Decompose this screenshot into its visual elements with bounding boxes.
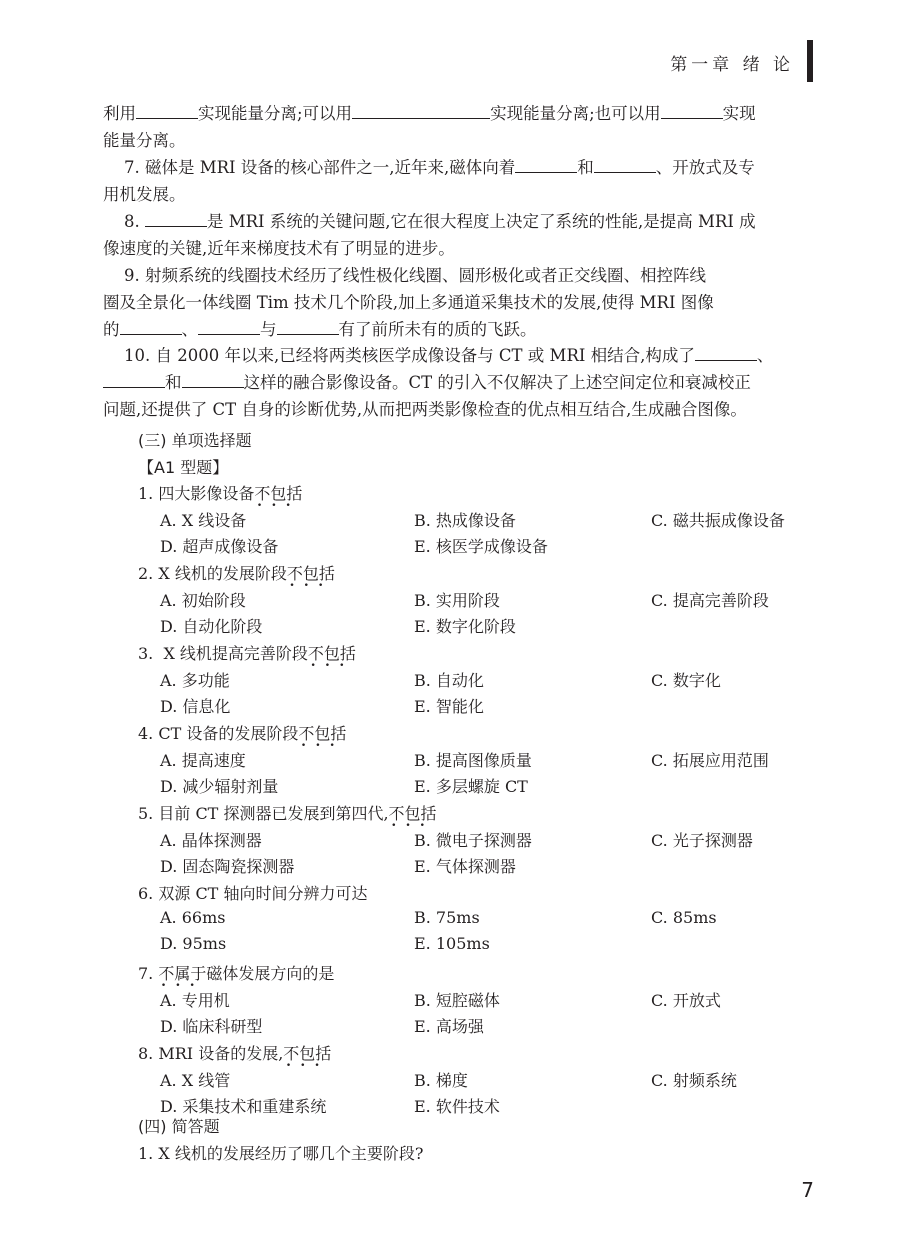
stem-text: 5. 目前 CT 探测器已发展到第四代, — [138, 804, 389, 823]
stem-text: 6. 双源 CT 轴向时间分辨力可达 — [138, 884, 368, 903]
text-line — [103, 316, 813, 343]
answer-blank — [103, 370, 165, 388]
text-run: 圈及全景化一体线圈 Tim 技术几个阶段,加上多通道采集技术的发展,使得 MRI 图像 — [103, 293, 714, 312]
answer-option: B. 实用阶段 — [414, 591, 500, 610]
emphasis-text: 不包括 ••• — [298, 724, 347, 751]
answer-option: C. 拓展应用范围 — [651, 751, 769, 770]
answer-option: D. 超声成像设备 — [160, 537, 279, 556]
emphasis-dots: ••• — [310, 661, 354, 671]
answer-blank — [120, 317, 182, 335]
text-line — [103, 208, 813, 235]
answer-option: B. 提高图像质量 — [414, 751, 532, 770]
text-run: 9. 射频系统的线圈技术经历了线性极化线圈、圆形极化或者正交线圈、相控阵线 — [103, 266, 706, 285]
text-run: 、 — [181, 320, 198, 339]
answer-option: E. 核医学成像设备 — [414, 537, 548, 556]
answer-option: E. 气体探测器 — [414, 857, 516, 876]
question-stem — [138, 721, 347, 751]
text-run: 能量分离。 — [103, 131, 186, 150]
question-stem — [138, 481, 303, 511]
text-line — [103, 342, 813, 369]
answer-option: D. 信息化 — [160, 697, 231, 716]
emphasis-text: 不包括 ••• — [388, 804, 437, 831]
text-run: 实现 — [722, 104, 756, 123]
text-line — [103, 235, 813, 262]
answer-option: B. 梯度 — [414, 1071, 468, 1090]
answer-blank — [695, 343, 757, 361]
fill-blank-item — [103, 342, 813, 423]
answer-option: D. 临床科研型 — [160, 1017, 263, 1036]
stem-text: 8. MRI 设备的发展, — [138, 1044, 284, 1063]
answer-blank — [182, 370, 244, 388]
answer-option: B. 微电子探测器 — [414, 831, 532, 850]
answer-option: D. 减少辐射剂量 — [160, 777, 279, 796]
question-stem — [138, 561, 335, 591]
text-run: 问题,还提供了 CT 自身的诊断优势,从而把两类影像检查的优点相互结合,生成融合图像。 — [103, 400, 747, 419]
text-run: 实现能量分离;可以用 — [198, 104, 353, 123]
header-bar — [807, 40, 813, 82]
answer-blank — [136, 101, 198, 119]
answer-option: C. 数字化 — [651, 671, 721, 690]
emphasis-text: 不包括 ••• — [286, 564, 335, 591]
answer-option: A. 专用机 — [160, 991, 230, 1010]
section-4-title: (四) 简答题 — [138, 1117, 220, 1136]
answer-option: D. 固态陶瓷探测器 — [160, 857, 295, 876]
answer-option: E. 数字化阶段 — [414, 617, 516, 636]
emphasis-text: 不包括 ••• — [283, 1044, 332, 1071]
question-stem — [138, 641, 356, 671]
answer-blank — [661, 101, 723, 119]
page-number: 7 — [801, 1178, 814, 1202]
text-line — [103, 154, 813, 181]
text-line — [103, 100, 813, 127]
question-stem — [138, 881, 367, 904]
answer-option: A. 晶体探测器 — [160, 831, 262, 850]
stem-text: 2. X 线机的发展阶段 — [138, 564, 287, 583]
answer-option: B. 75ms — [414, 908, 480, 927]
answer-option: E. 多层螺旋 CT — [414, 777, 528, 796]
emphasis-text: 不属于 ••• — [158, 964, 207, 991]
fill-blank-item — [103, 262, 813, 343]
text-line — [103, 127, 813, 154]
text-line — [103, 396, 813, 423]
answer-option: A. X 线管 — [160, 1071, 231, 1090]
fill-blank-item — [103, 154, 813, 208]
text-run: 与 — [260, 320, 277, 339]
answer-option: E. 软件技术 — [414, 1097, 500, 1116]
answer-option: B. 热成像设备 — [414, 511, 516, 530]
text-run: 和 — [577, 158, 594, 177]
answer-option: E. 智能化 — [414, 697, 484, 716]
answer-option: A. 多功能 — [160, 671, 230, 690]
stem-text: 7. — [138, 964, 159, 983]
stem-text: 4. CT 设备的发展阶段 — [138, 724, 299, 743]
answer-blank — [145, 209, 207, 227]
emphasis-dots: ••• — [391, 821, 434, 831]
answer-option: C. 射频系统 — [651, 1071, 737, 1090]
answer-option: D. 自动化阶段 — [160, 617, 263, 636]
answer-blank — [352, 101, 490, 119]
answer-option: D. 95ms — [160, 934, 227, 953]
text-line — [103, 369, 813, 396]
stem-text: 磁体发展方向的是 — [206, 964, 335, 983]
section-3-title: (三) 单项选择题 — [138, 431, 252, 450]
text-run: 的 — [103, 320, 120, 339]
fill-blank-item — [103, 100, 813, 154]
emphasis-dots: ••• — [160, 981, 204, 991]
text-run: 、 — [756, 346, 774, 365]
answer-option: B. 短腔磁体 — [414, 991, 500, 1010]
text-run: 利用 — [103, 104, 136, 123]
stem-text: 3. X 线机提高完善阶段 — [138, 644, 308, 663]
text-run: 10. 自 2000 年以来,已经将两类核医学成像设备与 CT 或 MRI 相结合,构成了 — [103, 346, 695, 365]
answer-option: A. X 线设备 — [160, 511, 247, 530]
question-stem — [138, 961, 335, 991]
running-header: 第一章 绪 论 — [670, 55, 794, 75]
text-run: 这样的融合影像设备。CT 的引入不仅解决了上述空间定位和衰减校正 — [243, 373, 751, 392]
emphasis-dots: ••• — [256, 501, 300, 511]
answer-option: A. 初始阶段 — [160, 591, 246, 610]
emphasis-dots: ••• — [300, 741, 344, 751]
answer-blank — [198, 317, 260, 335]
question-stem — [138, 1041, 332, 1071]
answer-option: D. 采集技术和重建系统 — [160, 1097, 327, 1116]
stem-text: 1. 四大影像设备 — [138, 484, 255, 503]
text-run: 7. 磁体是 MRI 设备的核心部件之一,近年来,磁体向着 — [103, 158, 516, 177]
answer-option: C. 开放式 — [651, 991, 721, 1010]
text-line — [103, 289, 813, 316]
fill-blank-item — [103, 208, 813, 262]
text-run: 8. — [103, 212, 145, 231]
emphasis-dots: ••• — [285, 1061, 329, 1071]
answer-option: C. 提高完善阶段 — [651, 591, 769, 610]
a1-type-title: 【A1 型题】 — [138, 458, 229, 477]
text-run: 是 MRI 系统的关键问题,它在很大程度上决定了系统的性能,是提高 MRI 成 — [206, 212, 756, 231]
text-run: 用机发展。 — [103, 185, 186, 204]
emphasis-text: 不包括 ••• — [307, 644, 356, 671]
answer-option: E. 105ms — [414, 934, 490, 953]
text-run: 、开放式及专 — [655, 158, 755, 177]
text-run: 有了前所未有的质的飞跃。 — [338, 320, 537, 339]
text-run: 实现能量分离;也可以用 — [490, 104, 661, 123]
answer-option: C. 85ms — [651, 908, 717, 927]
text-line — [103, 262, 813, 289]
emphasis-text: 不包括 ••• — [254, 484, 303, 511]
answer-option: E. 高场强 — [414, 1017, 484, 1036]
answer-option: C. 光子探测器 — [651, 831, 753, 850]
emphasis-dots: ••• — [289, 581, 333, 591]
answer-option: A. 提高速度 — [160, 751, 246, 770]
text-run: 像速度的关键,近年来梯度技术有了明显的进步。 — [103, 239, 455, 258]
answer-blank — [594, 155, 656, 173]
question-stem — [138, 801, 437, 831]
answer-option: A. 66ms — [160, 908, 226, 927]
answer-option: B. 自动化 — [414, 671, 484, 690]
answer-blank — [277, 317, 339, 335]
short-answer-question: 1. X 线机的发展经历了哪几个主要阶段? — [138, 1144, 424, 1163]
answer-blank — [515, 155, 577, 173]
text-line — [103, 181, 813, 208]
text-run: 和 — [165, 373, 182, 392]
answer-option: C. 磁共振成像设备 — [651, 511, 785, 530]
